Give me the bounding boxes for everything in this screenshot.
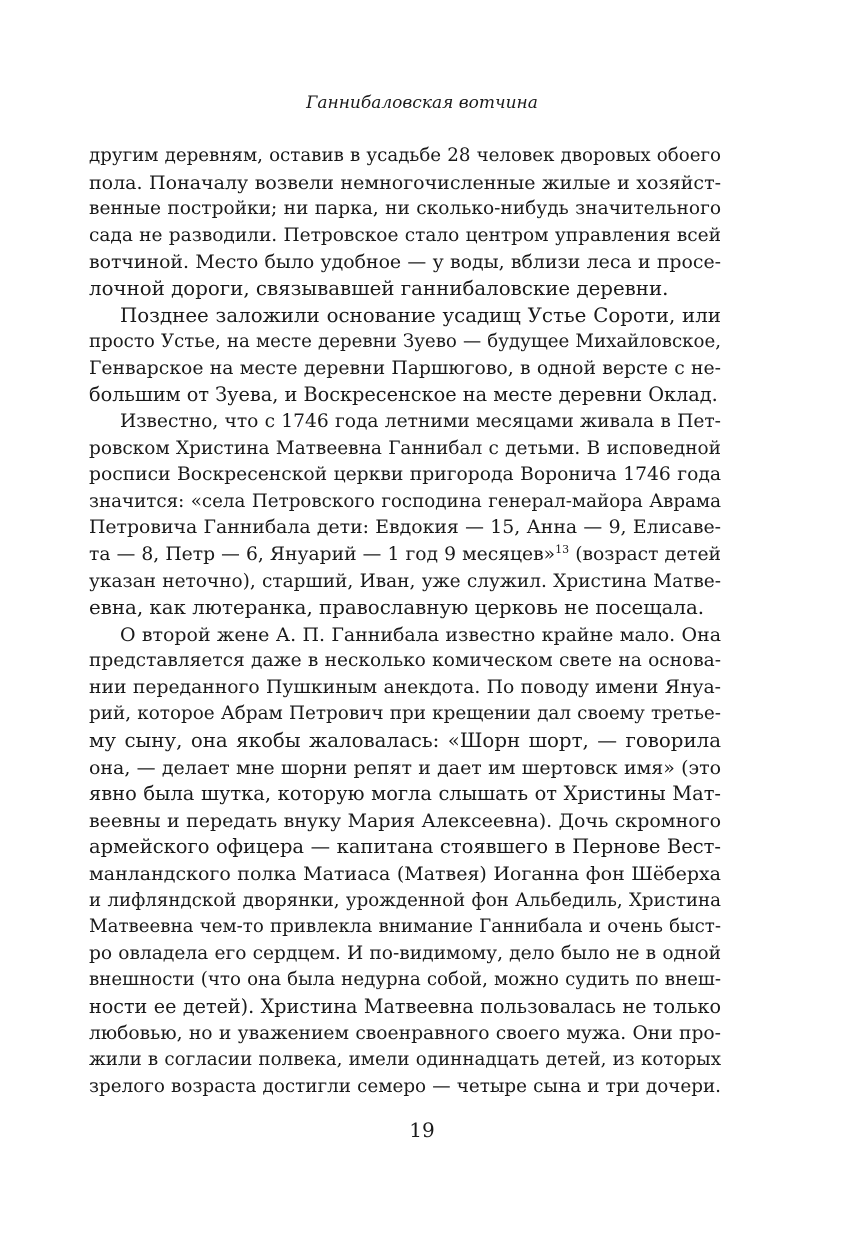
text-line: веевны и передать внуку Мария Алексеевна). Дочь скромного <box>89 809 721 832</box>
page-number: 19 <box>409 1118 435 1142</box>
text-line: ности ее детей). Христина Матвеевна пользовалась не только <box>89 995 721 1018</box>
text-line: она, — делает мне шорни репят и дает им шертовск имя» (это <box>89 756 721 779</box>
text-line: Известно, что с 1746 года летними месяцами живала в Пет- <box>120 410 721 432</box>
text-line: му сыну, она якобы жаловалась: «Шорн шорт, — говорила <box>89 729 721 753</box>
paragraph <box>89 409 721 622</box>
text-line: евна, как лютеранка, православную церковь не посещала. <box>89 596 705 620</box>
text-line: внешности (что она была недурна собой, можно судить по внеш- <box>89 969 721 991</box>
text-line: Матвеевна чем-то привлекла внимание Ганнибала и очень быст- <box>89 916 721 938</box>
text-line: представляется даже в несколько комическом свете на основа- <box>89 650 721 672</box>
paragraph <box>89 622 721 1101</box>
paragraph <box>89 143 721 303</box>
text-line: Позднее заложили основание усадищ Устье Сороти, или <box>120 303 721 327</box>
text-line: О второй жене А. П. Ганнибала известно крайне мало. Она <box>120 623 721 646</box>
running-head-title: Ганнибаловская вотчина <box>306 93 538 113</box>
text-line: указан неточно), старший, Иван, уже служил. Христина Матве- <box>89 570 721 592</box>
text-line: армейского офицера — капитана стоявшего в Пернове Вест- <box>89 835 721 859</box>
text-line: другим деревням, оставив в усадьбе 28 человек дворовых обоего <box>89 145 721 166</box>
paragraph <box>89 303 721 409</box>
text-line: жили в согласии полвека, имели одиннадцать детей, из которых <box>89 1049 721 1071</box>
footnote-ref[interactable]: 13 <box>555 542 570 556</box>
text-line: Генварское на месте деревни Паршюгово, в одной версте с не- <box>89 357 721 379</box>
body-text <box>89 143 721 1100</box>
text-line: большим от Зуева, и Воскресенское на месте деревни Оклад. <box>89 383 718 407</box>
text-line: зрелого возраста достигли семеро — четыре сына и три дочери. <box>89 1075 721 1097</box>
text-line: Петровича Ганнибала дети: Евдокия — 15, Анна — 9, Елисаве- <box>89 517 721 539</box>
text-line: пола. Поначалу возвели немногочисленные жилые и хозяйст- <box>89 171 721 194</box>
text-line: вотчиной. Место было удобное — у воды, вблизи леса и просе- <box>89 251 721 274</box>
text-segment: (возраст детей <box>569 543 721 565</box>
text-line: росписи Воскресенской церкви пригорода Воронича 1746 года <box>89 464 721 486</box>
text-line: рий, которое Абрам Петрович при крещении дал своему третье- <box>89 703 721 725</box>
text-segment: та — 8, Петр — 6, Януарий — 1 год 9 месяцев» <box>89 543 556 565</box>
text-line: сада не разводили. Петровское стало центром управления всей <box>89 224 721 246</box>
text-line: лочной дороги, связывавшей ганнибаловские деревни. <box>89 276 669 300</box>
text-line: ровском Христина Матвеевна Ганнибал с детьми. В исповедной <box>89 437 721 459</box>
text-line: венные постройки; ни парка, ни сколько-нибудь значительного <box>89 198 721 220</box>
text-line: любовью, но и уважением своенравного своего мужа. Они про- <box>89 1022 721 1044</box>
text-line-with-footnote <box>89 542 721 569</box>
text-line: значится: «села Петровского господина генерал-майора Аврама <box>89 490 721 512</box>
text-line: просто Устье, на месте деревни Зуево — будущее Михайловское, <box>89 331 721 353</box>
text-line: манландского полка Матиаса (Матвея) Иоганна фон Шёберха <box>89 863 721 886</box>
text-line: и лифляндской дворянки, урожденной фон Альбедиль, Христина <box>89 889 721 911</box>
text-line: нии переданного Пушкиным анекдота. По поводу имени Януа- <box>89 676 721 698</box>
text-line: ро овладела его сердцем. И по-видимому, дело было не в одной <box>89 942 721 964</box>
text-line: явно была шутка, которую могла слышать от Христины Мат- <box>89 782 721 806</box>
